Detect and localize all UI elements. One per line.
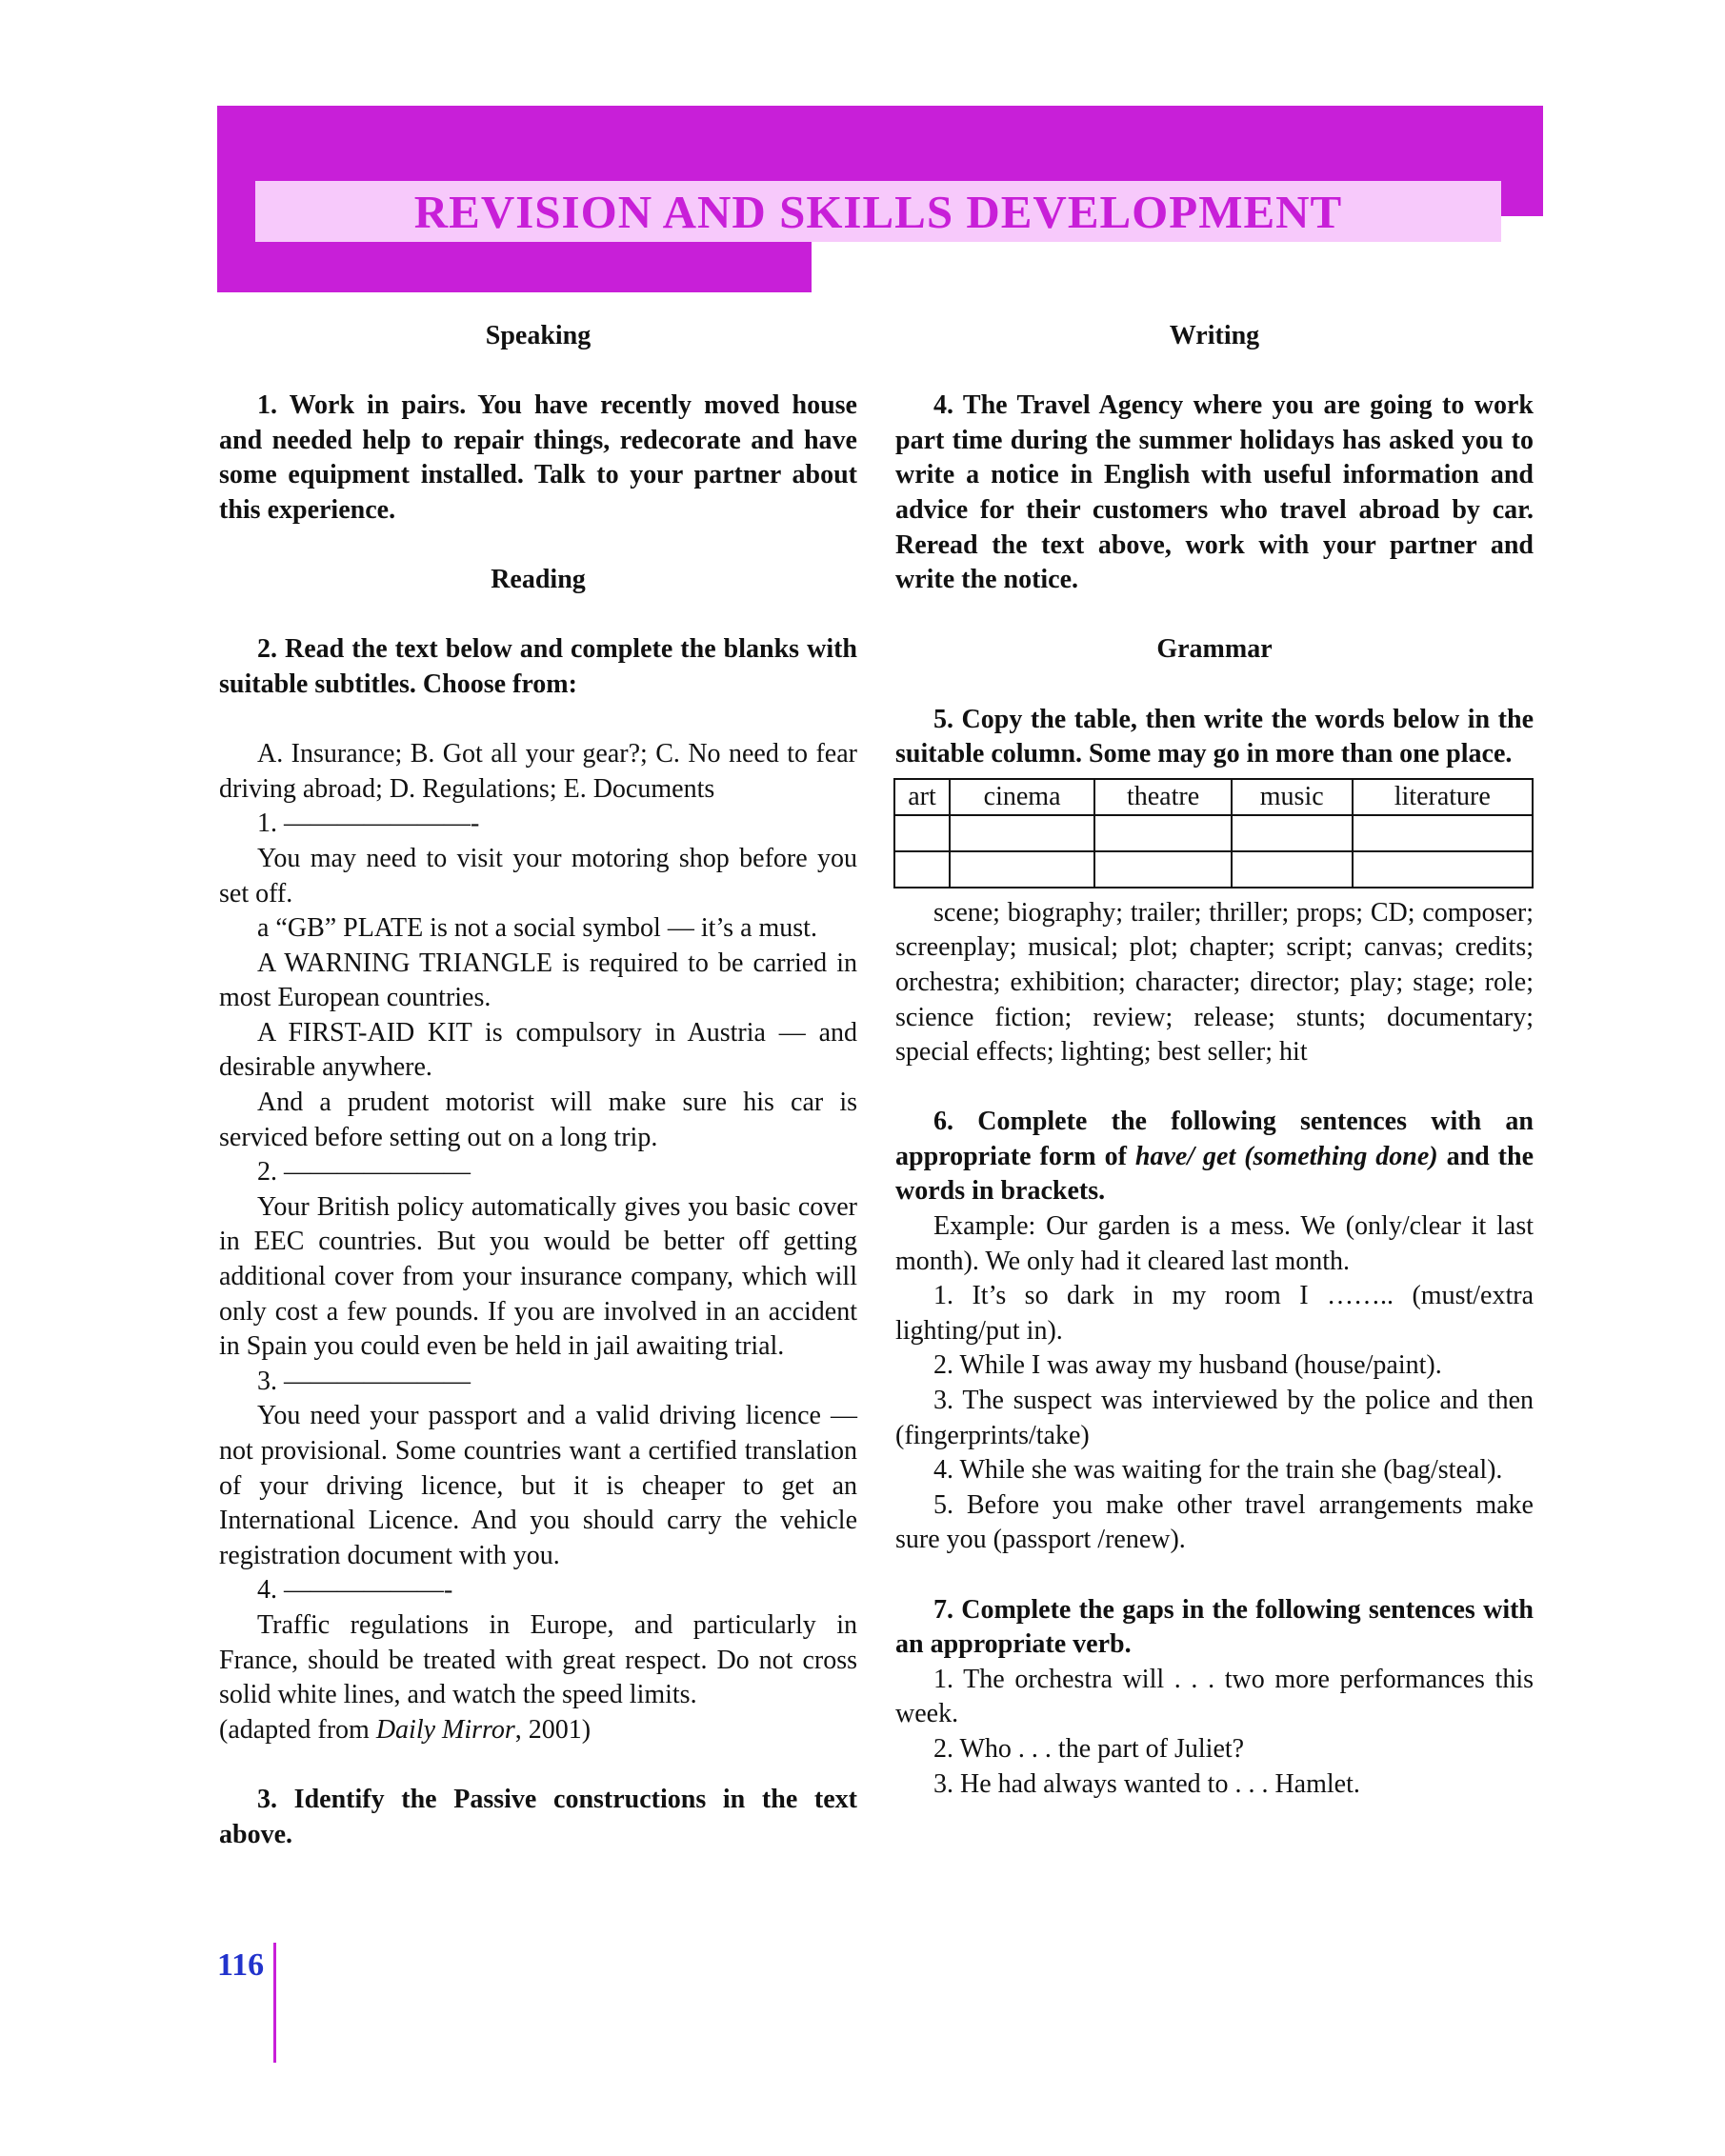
section-2-text: Your British policy automatically gives you basic cover in EEC countries. But you would be better off getting additional cover from your insurance company, which will only cost a few pounds. If you are involved in an accident in Spain you could even be held in jail awaiting trial. bbox=[219, 1191, 857, 1362]
left-column bbox=[219, 319, 857, 1852]
word-list: scene; biography; trailer; thriller; props; CD; composer; screenplay; musical; plot; chapter; script; canvas; credits; orchestra; exhibition; character; director; play; stage; role; science fiction; review; release; stunts; documentary; special effects; lighting; best seller; hit bbox=[895, 897, 1534, 1068]
table-cell bbox=[1232, 815, 1353, 851]
section-2-blank: 2. ——————— bbox=[257, 1157, 471, 1188]
table-header-cell: art bbox=[894, 779, 950, 815]
table-header-cell: theatre bbox=[1094, 779, 1232, 815]
page-number: 116 bbox=[217, 1947, 265, 1983]
title-box bbox=[255, 181, 1501, 242]
table-row bbox=[894, 815, 1533, 851]
table-cell bbox=[1094, 815, 1232, 851]
table-cell bbox=[894, 851, 950, 888]
grammar-heading: Grammar bbox=[1156, 634, 1273, 665]
page-number-rule bbox=[273, 1943, 276, 2063]
exercise-6-item: 4. While she was waiting for the train she (bag/steal). bbox=[933, 1455, 1503, 1486]
section-3-blank: 3. ——————— bbox=[257, 1366, 471, 1396]
section-4-text: Traffic regulations in Europe, and particularly in France, should be treated with great respect. Do not cross solid white lines, and watch the speed limits. bbox=[219, 1609, 857, 1710]
exercise-6: 6. Complete the following sentences with an appropriate form of have/ get (something done) and the words in brackets. bbox=[895, 1107, 1534, 1207]
section-1-line: a “GB” PLATE is not a social symbol — it’s a must. bbox=[257, 913, 817, 944]
table-cell bbox=[1353, 851, 1533, 888]
table-cell bbox=[894, 815, 950, 851]
table-row bbox=[894, 851, 1533, 888]
exercise-6-structure: have/ get (something done) bbox=[1134, 1141, 1438, 1171]
table-header-cell: music bbox=[1232, 779, 1353, 815]
exercise-6-item: 5. Before you make other travel arrangements make sure you (passport /renew). bbox=[895, 1489, 1534, 1555]
exercise-7-item: 2. Who . . . the part of Juliet? bbox=[933, 1733, 1245, 1764]
exercise-7: 7. Complete the gaps in the following sentences with an appropriate verb. bbox=[895, 1594, 1534, 1660]
table-header-cell: cinema bbox=[950, 779, 1094, 815]
source-citation: (adapted from Daily Mirror, 2001) bbox=[219, 1714, 592, 1745]
section-1-line: You may need to visit your motoring shop before you set off. bbox=[219, 843, 857, 908]
reading-heading: Reading bbox=[491, 565, 586, 595]
section-1-line: And a prudent motorist will make sure his car is serviced before setting out on a long trip. bbox=[219, 1088, 857, 1152]
table-cell bbox=[1232, 851, 1353, 888]
writing-heading: Writing bbox=[1169, 321, 1260, 350]
table-header-row bbox=[894, 779, 1533, 815]
table-cell bbox=[950, 815, 1094, 851]
exercise-6-item: 1. It’s so dark in my room I …….. (must/extra lighting/put in). bbox=[895, 1281, 1534, 1346]
exercise-1: 1. Work in pairs. You have recently moved house and needed help to repair things, redecorate and have some equipment installed. Talk to your partner about this experience. bbox=[219, 390, 857, 525]
table-cell bbox=[950, 851, 1094, 888]
table-cell bbox=[1353, 815, 1533, 851]
section-1-line: A FIRST-AID KIT is compulsory in Austria — and desirable anywhere. bbox=[219, 1017, 857, 1083]
section-1-line: A WARNING TRIANGLE is required to be carried in most European countries. bbox=[219, 948, 857, 1013]
exercise-3: 3. Identify the Passive constructions in the text above. bbox=[219, 1784, 857, 1849]
speaking-heading: Speaking bbox=[485, 321, 592, 350]
category-table bbox=[893, 778, 1534, 888]
exercise-6-item: 2. While I was away my husband (house/paint). bbox=[933, 1350, 1442, 1381]
exercise-6-example: Example: Our garden is a mess. We (only/clear it last month). We only had it cleared last month. bbox=[895, 1211, 1534, 1276]
subtitle-choices: A. Insurance; B. Got all your gear?; C. No need to fear driving abroad; D. Regulations; E. Documents bbox=[219, 739, 857, 804]
exercise-5: 5. Copy the table, then write the words below in the suitable column. Some may go in more than one place. bbox=[895, 704, 1534, 769]
exercise-7-item: 3. He had always wanted to . . . Hamlet. bbox=[933, 1768, 1360, 1799]
right-column bbox=[895, 319, 1534, 1802]
exercise-6-item: 3. The suspect was interviewed by the police and then (fingerprints/take) bbox=[895, 1386, 1534, 1450]
section-1-blank: 1. ———————- bbox=[257, 808, 480, 839]
section-3-text: You need your passport and a valid driving licence — not provisional. Some countries want a certified translation of your driving licence, but it is cheaper to get an International Licence. And you should carry the vehicle registration document with you. bbox=[219, 1401, 857, 1570]
table-header-cell: literature bbox=[1353, 779, 1533, 815]
section-4-blank: 4. ——————- bbox=[257, 1575, 453, 1606]
source-title: Daily Mirror bbox=[375, 1714, 515, 1745]
table-cell bbox=[1094, 851, 1232, 888]
exercise-4: 4. The Travel Agency where you are going to work part time during the summer holidays has asked you to write a notice in English with useful information and advice for their customers who travel abroad by car. Reread the text above, work with your partner and write the notice. bbox=[895, 390, 1534, 595]
exercise-2: 2. Read the text below and complete the blanks with suitable subtitles. Choose from: bbox=[219, 634, 857, 699]
page-title: REVISION AND SKILLS DEVELOPMENT bbox=[413, 185, 1343, 238]
exercise-7-item: 1. The orchestra will . . . two more performances this week. bbox=[895, 1664, 1534, 1729]
